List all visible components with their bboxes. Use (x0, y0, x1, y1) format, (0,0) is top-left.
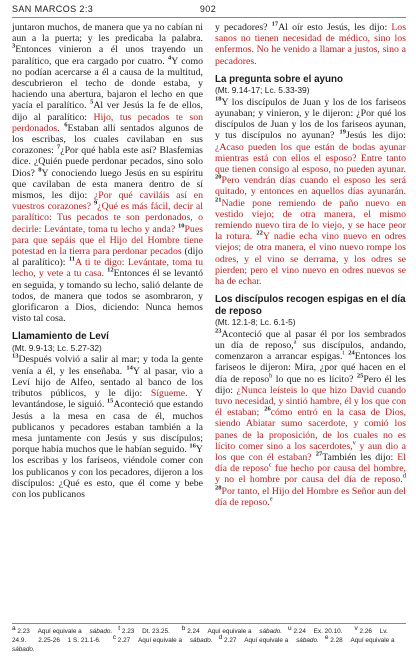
passage-text: (dijo al paralítico): (12, 246, 203, 269)
passage-paragraph (12, 354, 203, 500)
footnote-marker: b (269, 372, 273, 380)
passage-text: Entonces él se levantó en seguida, y tomando su lecho, salió delante de todos, de manera que todos se asombraron, y glorificaron a Dios, diciendo: Nunca hemos visto tal cosa. (12, 268, 203, 325)
words-of-jesus: Y nadie echa vino nuevo en odres viejos; de otra manera, el vino nuevo rompe los odres, y el vino se derrama, y los odres se pierden; pero el vino nuevo en odres nuevos se ha de echar. (215, 231, 406, 288)
footnote-text: Aquí equivale a (350, 637, 395, 644)
footnote-mark: d (218, 633, 225, 641)
verse-number: 23 (215, 327, 222, 335)
verse-number: 22 (256, 229, 263, 237)
footnote-text: Aquí equivale a (244, 637, 289, 644)
passage-text: Estaban allí sentados algunos de los escribas, los cuales cavilaban en sus corazones: (12, 122, 203, 157)
footnote-mark: t (118, 624, 122, 632)
verse-number: 7 (56, 143, 61, 151)
passage-text: Y los discípulos de Juan y los de los fariseos ayunaban; y vinieron, y le dijeron: ¿Por qué los discípulos de Juan y los de los fariseos ayunan, y tus discípulos no ayunan? (215, 96, 406, 142)
passage-text: juntaron muchos, de manera que ya no cabían ni aun a la puerta; y les predicaba la palabra. (12, 22, 203, 45)
passage-text: Al ver Jesús la fe de ellos, dijo al paralítico: (12, 100, 203, 123)
footnote-term: sábado. (87, 628, 113, 635)
text-columns (12, 22, 406, 508)
footnote-marker: c (268, 461, 272, 469)
passage-text: Y levantándose, le siguió. (12, 388, 203, 411)
footnote-text: Aquí equivale a (207, 628, 252, 635)
words-of-jesus: Por tanto, el Hijo del Hombre es Señor aun del día de reposo. (215, 485, 406, 508)
passage-text: Y como no podían acercarse a él a causa de la multitud, descubrieron el techo de donde estaba, y haciendo una abertura, bajaron el lecho en que yacía el paralítico. (12, 55, 203, 112)
passage-text: Aconteció que estando Jesús a la mesa en casa de él, muchos publicanos y pecadores estaban también a la mesa juntamente con Jesús y sus discípulos; porque había muchos que le habían seguido. (12, 399, 203, 456)
passage-text: Y al pasar, vio a Leví hijo de Alfeo, sentado al banco de los tributos públicos, y le dijo: (12, 365, 203, 400)
passage-text: Después volvió a salir al mar; y toda la gente venía a él, y les enseñaba. (12, 354, 203, 377)
footnotes (12, 623, 406, 654)
passage-text: También les dijo: (322, 452, 398, 463)
words-of-jesus: El día de reposo (215, 452, 406, 475)
verse-number: 21 (215, 196, 222, 204)
footnote (12, 624, 113, 635)
words-of-jesus: Pero vendrán días cuando el esposo les será quitado, y entonces en aquellos días ayunarán. (215, 175, 406, 198)
page-number: 902 (199, 4, 217, 14)
words-of-jesus: cómo entró en la casa de Dios, siendo Abiatar sumo sacerdote, y comió los panes de la proposición, de los cuales no es lícito comer sino a los sacerdotes, (215, 407, 406, 452)
verse-number: 8 (38, 166, 42, 174)
verse-number: 4 (167, 54, 172, 62)
footnote-ref: 2.28 (330, 637, 345, 644)
verse-number: 9 (94, 199, 98, 207)
passage-text: sus discípulos, andando, comenzaron a arrancar espigas. (215, 339, 406, 363)
passage-paragraph (215, 97, 406, 287)
verse-number: 16 (189, 442, 196, 450)
footnote-mark: b (181, 624, 188, 632)
footnote (112, 633, 213, 644)
verse-number: 14 (126, 364, 133, 372)
passage-text: Pero él les dijo: (215, 373, 406, 396)
passage-paragraph (215, 329, 406, 508)
section-heading: Los discípulos recogen espigas en el día de reposo (215, 294, 406, 317)
words-of-jesus: ¿Nunca leísteis lo que hizo David cuando tuvo necesidad, y sintió hambre, él y los que con él estaban; (215, 384, 406, 419)
footnote-mark: a (12, 624, 18, 632)
passage-text: Y los escribas y los fariseos, viéndole comer con los publicanos y con los pecadores, dijeron a los discípulos: ¿Qué es esto, que él come y bebe con los publicanos (12, 444, 203, 500)
verse-number: 17 (271, 20, 279, 28)
footnote-text: Aquí equivale a (37, 628, 82, 635)
footnote-term: sábado. (257, 628, 283, 635)
footnote-marker: a (293, 338, 297, 346)
passage-text: Entonces vinieron a él unos trayendo un paralítico, que era cargado por cuatro. (12, 44, 203, 67)
words-of-jesus: Nadie pone remiendo de paño nuevo en vestido viejo; de otra manera, el mismo remiendo nuevo tira de lo viejo, y se hace peor la rotura. (215, 197, 406, 243)
passage-text: y pecadores? (215, 22, 272, 33)
footnote (38, 637, 107, 644)
parallel-reference: (Mt. 12.1-8; Lc. 6.1-5) (215, 317, 296, 328)
footnote-term: sábado. (294, 637, 319, 644)
words-of-jesus: ¿Acaso pueden los que están de bodas ayunar mientras está con ellos el esposo? Entre tanto que tienen consigo al esposo, no pueden ayunar. (215, 141, 406, 176)
section-heading: La pregunta sobre el ayuno (215, 73, 343, 85)
footnote (118, 624, 176, 635)
footnote-ref: 2.25-26 (38, 637, 62, 644)
right-column (215, 22, 406, 508)
parallel-reference: (Mt. 9.9-13; Lc. 5.27-32) (12, 342, 102, 353)
footnote (288, 624, 348, 635)
page-header (12, 4, 406, 18)
footnote-ref: 2.23 (121, 628, 137, 635)
footnote-marker: t (342, 349, 345, 357)
footnote-ref: 2.24 (187, 628, 202, 635)
footnote-marker: v (352, 439, 356, 447)
running-title: SAN MARCOS 2:3 (12, 4, 94, 14)
verse-number: 24 (348, 349, 355, 357)
footnote-ref: 2.24 (293, 628, 308, 635)
passage-paragraph (12, 22, 203, 324)
footnote-term: sábado. (12, 646, 35, 653)
verse-number: 18 (215, 95, 222, 103)
passage-text: Al oír esto Jesús, les dijo: (278, 22, 392, 33)
footnote (218, 633, 319, 644)
verse-number: 26 (264, 405, 271, 413)
words-of-jesus: Hijo, tus pecados te son perdonados. (12, 111, 203, 134)
verse-number: 20 (215, 173, 222, 181)
verse-number: 10 (177, 222, 185, 230)
footnote-mark: e (324, 633, 331, 641)
parallel-reference: (Mt. 9.14-17; Lc. 5.33-39) (215, 85, 310, 96)
footnote-text: Lv. 24.9. (12, 628, 388, 644)
verse-number: 19 (339, 129, 347, 137)
footnote-text: Ex. 20.10. (313, 628, 343, 635)
footnote-mark: u (288, 624, 294, 632)
words-of-jesus: ¿Por qué caviláis así en vuestros corazones? (12, 190, 203, 213)
verse-number: 6 (64, 121, 68, 129)
verse-number: 3 (12, 43, 16, 51)
verse-number: 12 (107, 267, 114, 275)
words-of-jesus: y aun dio a los que con él estaban? (215, 440, 406, 463)
passage-text: ¿Por qué habla este así? Blasfemias dice. ¿Quién puede perdonar pecados, sino solo Dios? (12, 145, 203, 179)
footnote-ref: 2.23 (17, 628, 32, 635)
passage-text: Entonces los fariseos le dijeron: Mira, ¿por qué hacen en el día de reposo (215, 351, 406, 385)
footnote-ref: 2.26 (359, 628, 374, 635)
footnote-text: Aquí equivale a (138, 637, 183, 644)
passage-paragraph (215, 22, 406, 67)
words-of-jesus: ¿Qué es más fácil, decir al paralítico: Tus pecados te son perdonados, o decirle: Levántate, toma tu lecho y anda? (12, 201, 203, 235)
footnote-mark: v (354, 624, 360, 632)
verse-number: 28 (215, 484, 222, 492)
verse-number: 15 (106, 398, 114, 406)
footnote-marker: e (269, 495, 273, 503)
verse-number: 11 (68, 256, 76, 263)
words-of-jesus: Sígueme. (150, 388, 196, 400)
verse-number: 25 (356, 372, 364, 380)
left-column (12, 22, 203, 508)
words-of-jesus: Los sanos no tienen necesidad de médico, sino los enfermos. No he venido a llamar a justos, sino a pecadores. (215, 22, 407, 67)
passage-text: Y conociendo luego Jesús en su espíritu que cavilaban de esta manera dentro de sí mismos, les dijo: (12, 167, 204, 202)
footnote-text: 1 S. 21.1-6. (67, 637, 101, 644)
footnote-text: Dt. 23.25. (142, 628, 170, 635)
footnote-ref: 2.27 (224, 637, 239, 644)
passage-text: Jesús les dijo: (346, 130, 406, 142)
words-of-jesus: A ti te digo: Levántate, toma tu lecho, y vete a tu casa. (12, 257, 203, 280)
footnote (181, 624, 283, 635)
footnote-term: sábado. (188, 637, 213, 644)
footnote-mark: c (112, 633, 118, 641)
verse-number: 5 (90, 99, 94, 107)
passage-text: lo que no es lícito? (272, 373, 357, 385)
section-heading: Llamamiento de Leví (12, 331, 109, 343)
verse-number: 27 (315, 450, 323, 458)
footnote-ref: 2.27 (117, 637, 132, 644)
passage-text: Aconteció que al pasar él por los sembrados un día de reposo, (215, 328, 406, 351)
footnote-marker: d (402, 473, 406, 481)
verse-number: 13 (12, 353, 19, 361)
words-of-jesus: fue hecho por causa del hombre, y no el hombre por causa del día de reposo. (215, 463, 406, 486)
words-of-jesus: Pues para que sepáis que el Hijo del Hombre tiene potestad en la tierra para perdonar pecados (12, 223, 203, 258)
